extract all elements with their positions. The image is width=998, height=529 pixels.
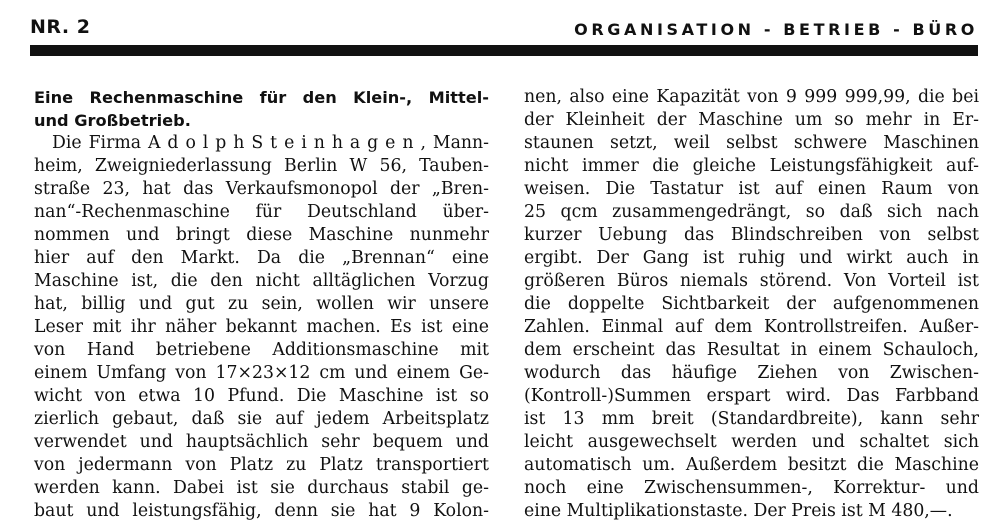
body-line: von jedermann von Platz zu Platz transportiert xyxy=(34,455,489,475)
body-line: werden kann. Dabei ist sie durchaus stabil ge- xyxy=(34,478,489,498)
body-line: kurzer Uebung das Blindschreiben von selbst xyxy=(524,225,979,245)
body-line: straße 23, hat das Verkaufsmonopol der „Bren- xyxy=(34,179,489,199)
body-line: ist 13 mm breit (Standardbreite), kann sehr xyxy=(524,409,979,429)
running-title: ORGANISATION - BETRIEB - BÜRO xyxy=(574,20,978,39)
body-line: weisen. Die Tastatur ist auf einen Raum von xyxy=(524,179,979,199)
body-line: größeren Büros niemals störend. Von Vorteil ist xyxy=(524,271,979,291)
body-line: nicht immer die gleiche Leistungsfähigkeit auf- xyxy=(524,156,979,176)
body-line: einem Umfang von 17×23×12 cm und einem Ge- xyxy=(34,363,489,383)
body-line: verwendet und hauptsächlich sehr bequem und xyxy=(34,432,489,452)
body-line: hier auf den Markt. Da die „Brennan“ eine xyxy=(34,248,489,268)
body-line: Zahlen. Einmal auf dem Kontrollstreifen. Außer- xyxy=(524,317,979,337)
body-line: dem erscheint das Resultat in einem Schauloch, xyxy=(524,340,979,360)
body-line: ergibt. Der Gang ist ruhig und wirkt auch in xyxy=(524,248,979,268)
issue-number: NR. 2 xyxy=(30,16,91,38)
body-line: heim, Zweigniederlassung Berlin W 56, Tauben- xyxy=(34,156,489,176)
body-line: staunen setzt, weil selbst schwere Maschinen xyxy=(524,133,979,153)
right-column xyxy=(524,86,979,523)
body-line: wicht von etwa 10 Pfund. Die Maschine ist so xyxy=(34,386,489,406)
body-line: nommen und bringt diese Maschine nunmehr xyxy=(34,225,489,245)
body-line: nan“-Rechenmaschine für Deutschland über- xyxy=(34,202,489,222)
body-line: eine Multiplikationstaste. Der Preis ist M 480,—. xyxy=(524,501,953,521)
body-line: hat, billig und gut zu sein, wollen wir unsere xyxy=(34,294,489,314)
body-line: nen, also eine Kapazität von 9 999 999,99, die bei xyxy=(524,87,979,107)
body-line: Maschine ist, die den nicht alltäglichen Vorzug xyxy=(34,271,489,291)
header-rule xyxy=(30,45,978,56)
body-line: Leser mit ihr näher bekannt machen. Es ist eine xyxy=(34,317,489,337)
body-line: von Hand betriebene Additionsmaschine mit xyxy=(34,340,489,360)
body-line: automatisch um. Außerdem besitzt die Maschine xyxy=(524,455,979,475)
body-line: 25 qcm zusammengedrängt, so daß sich nach xyxy=(524,202,979,222)
body-line: wodurch das häufige Ziehen von Zwischen- xyxy=(524,363,979,383)
page-header xyxy=(30,16,978,42)
body-line: der Kleinheit der Maschine um so mehr in Er- xyxy=(524,110,979,130)
article-title-line: Eine Rechenmaschine für den Klein-, Mittel- xyxy=(34,88,489,107)
body-line: (Kontroll-)Summen erspart wird. Das Farbband xyxy=(524,386,979,406)
left-column xyxy=(34,86,489,523)
body-line: Die Firma A d o l p h S t e i n h a g e n , Mann- xyxy=(52,133,489,153)
body-line: baut und leistungsfähig, denn sie hat 9 Kolon- xyxy=(34,501,489,521)
body-line: zierlich gebaut, daß sie auf jedem Arbeitsplatz xyxy=(34,409,489,429)
body-line: leicht ausgewechselt werden und schaltet sich xyxy=(524,432,979,452)
body-line: die doppelte Sichtbarkeit der aufgenommenen xyxy=(524,294,979,314)
body-line: noch eine Zwischensummen-, Korrektur- und xyxy=(524,478,979,498)
article-title-line: und Großbetrieb. xyxy=(34,111,191,130)
